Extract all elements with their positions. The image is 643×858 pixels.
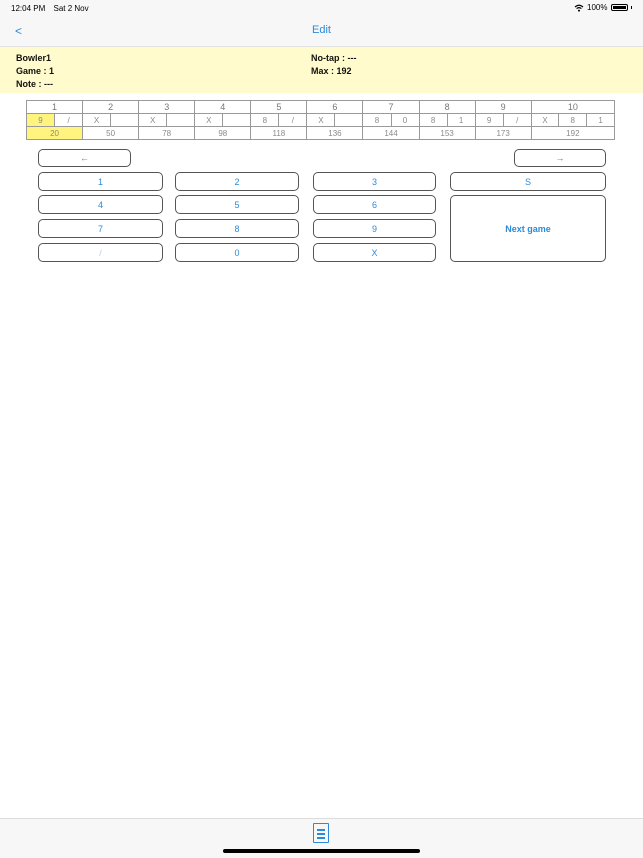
frame-total: 144	[363, 127, 419, 140]
key-9-button[interactable]: 9	[313, 219, 436, 238]
frame-total-current: 20	[27, 127, 83, 140]
roll-cell[interactable]: 1	[587, 114, 615, 127]
frame-number: 7	[363, 101, 419, 114]
roll-cell[interactable]: 8	[559, 114, 587, 127]
frame-total: 78	[139, 127, 195, 140]
roll-cell-current[interactable]: 9	[27, 114, 55, 127]
max-score: Max : 192	[311, 66, 352, 76]
frame-number: 10	[531, 101, 614, 114]
battery-tip	[631, 6, 633, 9]
roll-cell[interactable]: 1	[447, 114, 475, 127]
home-indicator[interactable]	[223, 849, 420, 853]
frame-number: 4	[195, 101, 251, 114]
roll-cell[interactable]: X	[195, 114, 223, 127]
roll-cell[interactable]	[223, 114, 251, 127]
frame-total: 153	[419, 127, 475, 140]
total-row	[27, 127, 615, 140]
spare-button[interactable]: /	[38, 243, 163, 262]
no-tap-value: No-tap : ---	[311, 53, 357, 63]
roll-cell[interactable]: /	[503, 114, 531, 127]
page-title: Edit	[312, 24, 331, 36]
navigation-bar	[0, 16, 643, 47]
key-5-button[interactable]: 5	[175, 195, 299, 214]
previous-roll-button[interactable]: ←	[38, 149, 131, 167]
status-right	[574, 3, 632, 12]
frame-total: 136	[307, 127, 363, 140]
status-time: 12:04 PM	[11, 4, 46, 13]
key-8-button[interactable]: 8	[175, 219, 299, 238]
wifi-icon	[574, 4, 584, 12]
back-button[interactable]: <	[15, 24, 23, 38]
roll-cell[interactable]: /	[279, 114, 307, 127]
roll-cell[interactable]: 0	[391, 114, 419, 127]
game-info-panel	[0, 47, 643, 93]
key-7-button[interactable]: 7	[38, 219, 163, 238]
key-4-button[interactable]: 4	[38, 195, 163, 214]
frame-total: 192	[531, 127, 614, 140]
roll-cell[interactable]: 8	[419, 114, 447, 127]
frame-number: 1	[27, 101, 83, 114]
frame-total: 98	[195, 127, 251, 140]
roll-cell[interactable]	[335, 114, 363, 127]
game-number: Game : 1	[16, 66, 55, 76]
frame-number: 6	[307, 101, 363, 114]
document-icon[interactable]	[313, 823, 329, 843]
frame-number: 8	[419, 101, 475, 114]
strike-button[interactable]: X	[313, 243, 436, 262]
split-button[interactable]: S	[450, 172, 606, 191]
roll-cell[interactable]: 8	[251, 114, 279, 127]
frame-number: 9	[475, 101, 531, 114]
frame-total: 50	[83, 127, 139, 140]
key-1-button[interactable]: 1	[38, 172, 163, 191]
roll-row	[27, 114, 615, 127]
frame-number-row	[27, 101, 615, 114]
battery-icon	[611, 4, 628, 11]
frame-number: 5	[251, 101, 307, 114]
roll-cell[interactable]: X	[83, 114, 111, 127]
next-roll-button[interactable]: →	[514, 149, 606, 167]
roll-cell[interactable]	[111, 114, 139, 127]
next-game-button[interactable]: Next game	[450, 195, 606, 262]
key-3-button[interactable]: 3	[313, 172, 436, 191]
game-note: Note : ---	[16, 79, 53, 89]
frame-number: 3	[139, 101, 195, 114]
roll-cell[interactable]: X	[531, 114, 559, 127]
frame-total: 173	[475, 127, 531, 140]
roll-cell[interactable]: X	[139, 114, 167, 127]
key-2-button[interactable]: 2	[175, 172, 299, 191]
status-bar	[0, 0, 643, 16]
key-6-button[interactable]: 6	[313, 195, 436, 214]
bowler-name: Bowler1	[16, 53, 52, 63]
battery-percent: 100%	[587, 3, 608, 12]
frame-total: 118	[251, 127, 307, 140]
status-date: Sat 2 Nov	[53, 4, 89, 13]
roll-cell[interactable]: 9	[475, 114, 503, 127]
scorecard	[26, 100, 615, 140]
key-0-button[interactable]: 0	[175, 243, 299, 262]
roll-cell[interactable]: /	[55, 114, 83, 127]
roll-cell[interactable]: X	[307, 114, 335, 127]
frame-number: 2	[83, 101, 139, 114]
roll-cell[interactable]: 8	[363, 114, 391, 127]
roll-cell[interactable]	[167, 114, 195, 127]
status-left	[11, 4, 95, 13]
